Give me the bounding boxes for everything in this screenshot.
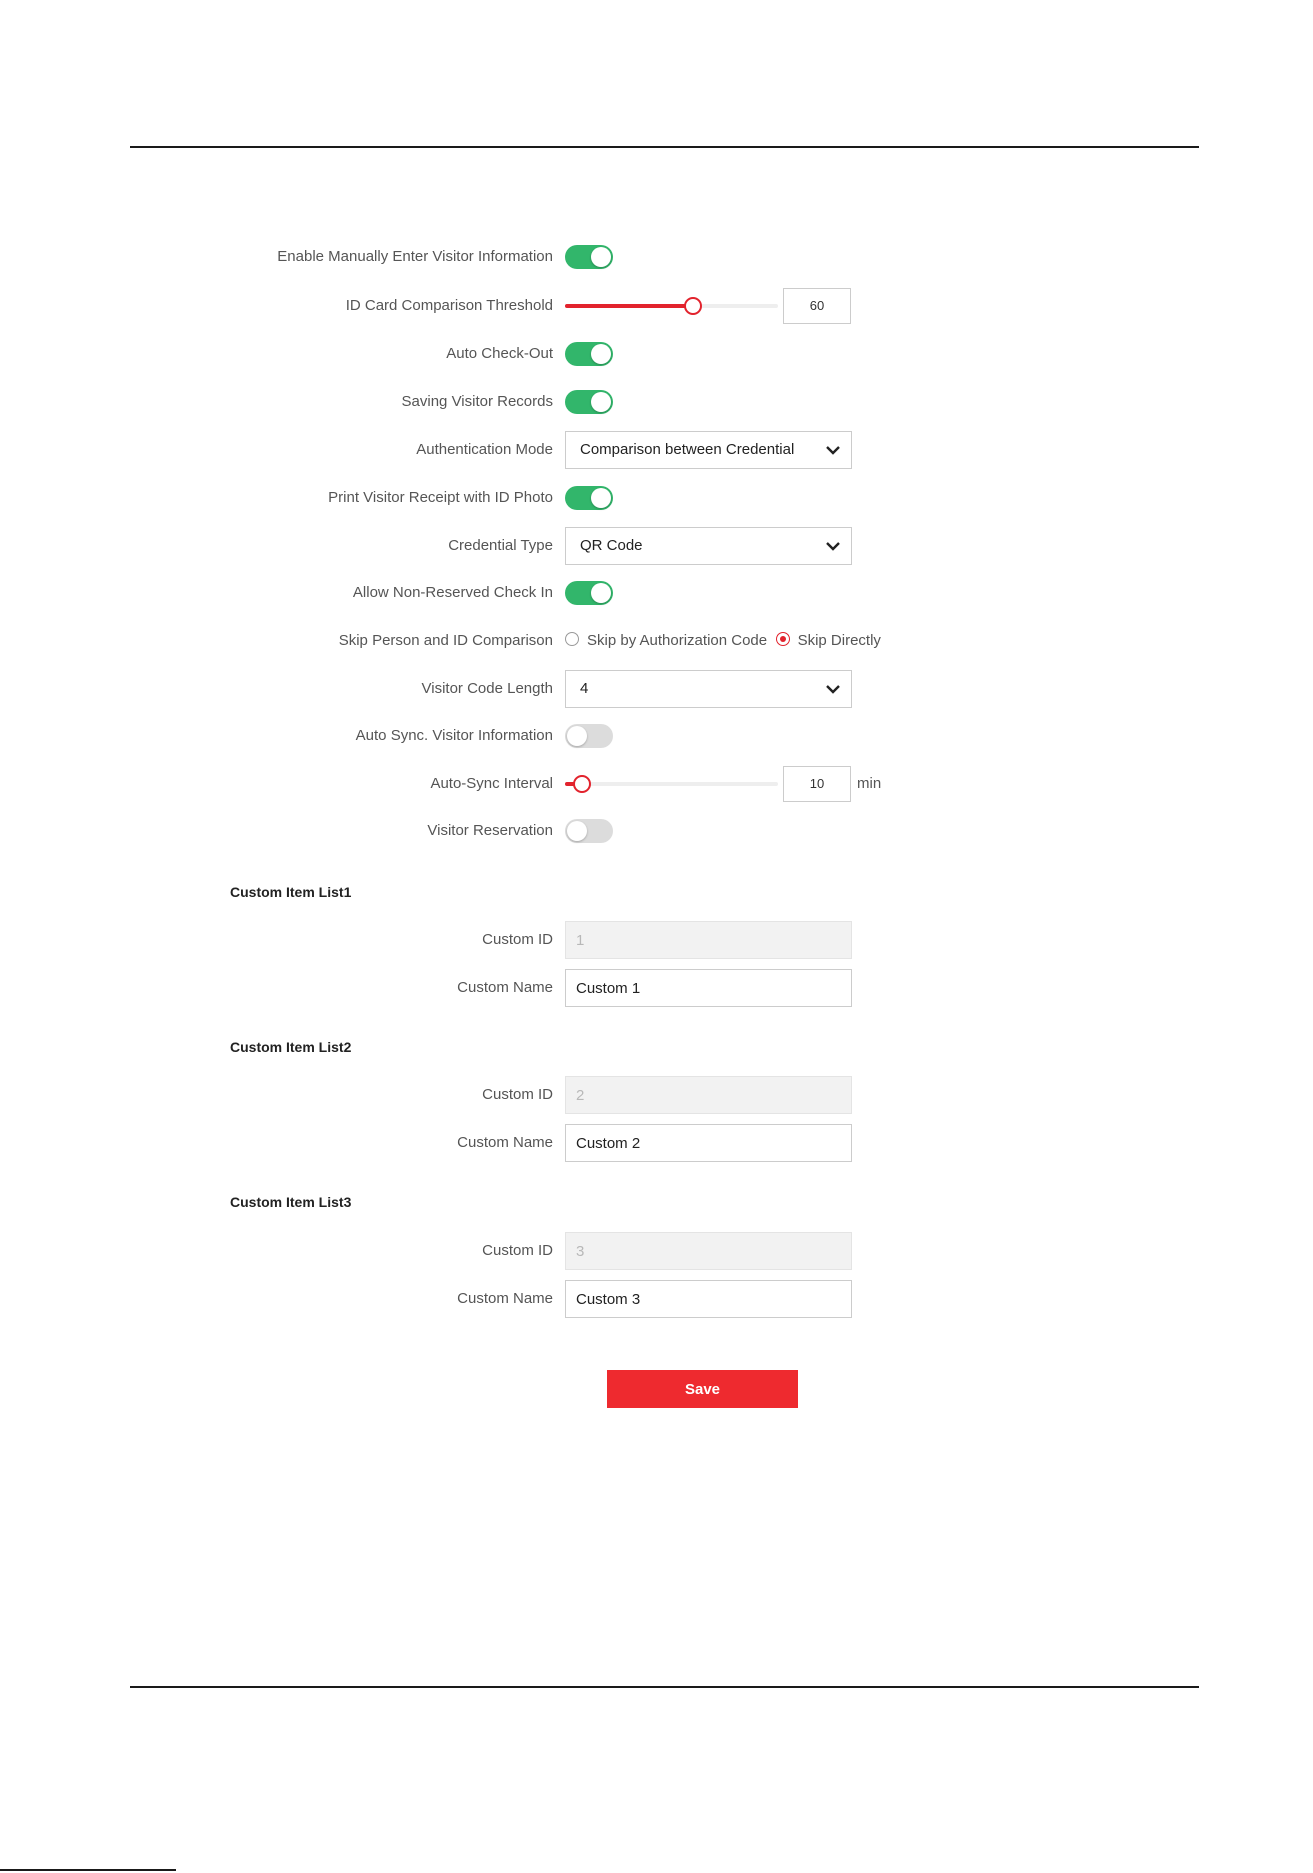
manual-enter-label: Enable Manually Enter Visitor Information: [277, 248, 553, 265]
code-length-value: 4: [580, 680, 589, 697]
custom-id-input: [565, 1076, 852, 1114]
row-auto-sync: [0, 716, 1313, 756]
custom-name-input[interactable]: [565, 1280, 852, 1318]
header-rule: [130, 146, 1199, 148]
sync-interval-slider[interactable]: [565, 764, 778, 804]
custom-name-input[interactable]: [565, 1124, 852, 1162]
row-id-card-threshold: [0, 286, 1313, 326]
toggle-knob: [567, 821, 587, 841]
print-receipt-label: Print Visitor Receipt with ID Photo: [328, 489, 553, 506]
row-auto-checkout: [0, 334, 1313, 374]
save-button[interactable]: Save: [607, 1370, 798, 1408]
row-custom-name-3: [0, 1279, 1313, 1319]
sync-interval-label: Auto-Sync Interval: [430, 775, 553, 792]
custom-list-3-title: Custom Item List3: [230, 1194, 352, 1210]
row-non-reserved: [0, 573, 1313, 613]
toggle-knob: [591, 392, 611, 412]
credential-type-value: QR Code: [580, 537, 643, 554]
chevron-down-icon: [825, 443, 841, 457]
code-length-label: Visitor Code Length: [421, 680, 553, 697]
toggle-knob: [591, 583, 611, 603]
skip-comparison-label: Skip Person and ID Comparison: [338, 632, 553, 649]
row-auth-mode: [0, 430, 1313, 470]
row-custom-id-1: [0, 920, 1313, 960]
custom-id-input: [565, 921, 852, 959]
radio-label: Skip by Authorization Code: [587, 632, 768, 649]
credential-type-select[interactable]: [565, 527, 852, 565]
row-code-length: [0, 669, 1313, 709]
row-custom-name-1: [0, 968, 1313, 1008]
custom-list-2-title: Custom Item List2: [230, 1039, 352, 1055]
radio-label: Skip Directly: [797, 632, 881, 649]
footer-strip: [0, 1869, 176, 1871]
chevron-down-icon: [825, 682, 841, 696]
toggle-knob: [591, 247, 611, 267]
sync-interval-unit: min: [857, 775, 882, 792]
radio-button[interactable]: [776, 632, 790, 646]
print-receipt-toggle[interactable]: [565, 486, 613, 510]
slider-fill: [565, 304, 693, 308]
code-length-select[interactable]: [565, 670, 852, 708]
custom-name-label: Custom Name: [457, 979, 553, 996]
radio-skip-by-auth-code[interactable]: [565, 621, 767, 661]
row-custom-id-3: [0, 1231, 1313, 1271]
custom-name-input[interactable]: [565, 969, 852, 1007]
custom-id-input: [565, 1232, 852, 1270]
saving-records-toggle[interactable]: [565, 390, 613, 414]
custom-list-1-title: Custom Item List1: [230, 884, 352, 900]
row-credential-type: [0, 526, 1313, 566]
row-reservation: [0, 811, 1313, 851]
row-print-receipt: [0, 478, 1313, 518]
custom-id-label: Custom ID: [482, 1086, 553, 1103]
footer-rule: [130, 1686, 1199, 1688]
custom-name-label: Custom Name: [457, 1134, 553, 1151]
toggle-knob: [591, 488, 611, 508]
row-sync-interval: [0, 764, 1313, 804]
id-card-threshold-label: ID Card Comparison Threshold: [345, 297, 553, 314]
row-manual-enter: [0, 237, 1313, 277]
id-card-threshold-value[interactable]: 60: [783, 288, 851, 324]
auto-sync-toggle[interactable]: [565, 724, 613, 748]
credential-type-label: Credential Type: [448, 537, 553, 554]
slider-thumb[interactable]: [684, 297, 702, 315]
toggle-knob: [567, 726, 587, 746]
auto-checkout-toggle[interactable]: [565, 342, 613, 366]
manual-enter-toggle[interactable]: [565, 245, 613, 269]
row-saving-records: [0, 382, 1313, 422]
row-skip-comparison: [0, 621, 1313, 661]
custom-id-label: Custom ID: [482, 1242, 553, 1259]
auto-checkout-label: Auto Check-Out: [446, 345, 553, 362]
reservation-toggle[interactable]: [565, 819, 613, 843]
id-card-threshold-slider[interactable]: [565, 286, 778, 326]
radio-button[interactable]: [565, 632, 579, 646]
auth-mode-value: Comparison between Credential: [580, 441, 795, 458]
custom-name-label: Custom Name: [457, 1290, 553, 1307]
sync-interval-value[interactable]: 10: [783, 766, 851, 802]
toggle-knob: [591, 344, 611, 364]
non-reserved-toggle[interactable]: [565, 581, 613, 605]
chevron-down-icon: [825, 539, 841, 553]
auto-sync-label: Auto Sync. Visitor Information: [355, 727, 553, 744]
reservation-label: Visitor Reservation: [427, 822, 553, 839]
auth-mode-select[interactable]: [565, 431, 852, 469]
custom-id-label: Custom ID: [482, 931, 553, 948]
saving-records-label: Saving Visitor Records: [401, 393, 553, 410]
auth-mode-label: Authentication Mode: [416, 441, 553, 458]
non-reserved-label: Allow Non-Reserved Check In: [352, 584, 553, 601]
slider-track: [565, 782, 778, 786]
slider-thumb[interactable]: [573, 775, 591, 793]
radio-skip-directly[interactable]: [776, 621, 881, 661]
row-custom-id-2: [0, 1075, 1313, 1115]
skip-comparison-radio-group: [565, 621, 885, 661]
row-custom-name-2: [0, 1123, 1313, 1163]
